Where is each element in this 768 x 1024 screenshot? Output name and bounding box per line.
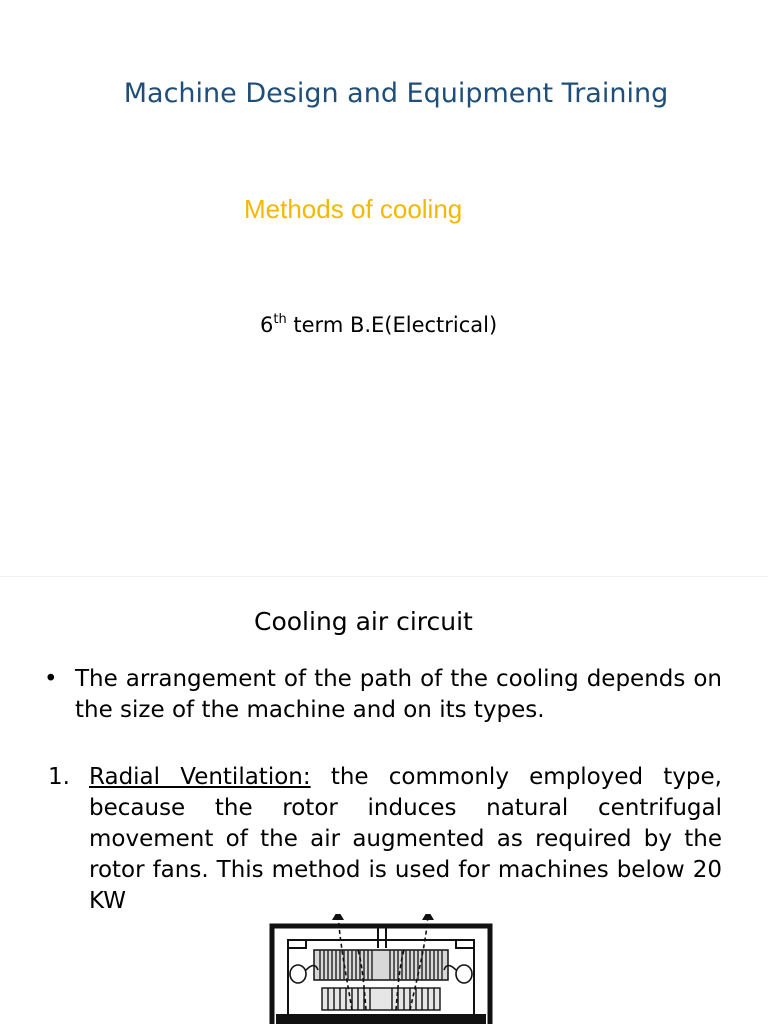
slide-cooling-air-circuit [0,576,768,1024]
presentation-title: Machine Design and Equipment Training [123,78,669,109]
item-text [89,762,722,917]
presentation-subtitle: Methods of cooling [244,194,463,224]
term-superscript: th [273,312,287,327]
term-number: 6 [260,313,274,337]
slide-heading: Cooling air circuit [254,607,473,636]
bullet-marker: • [44,666,58,692]
bullet-text: The arrangement of the path of the cooling depends on the size of the machine and on its types. [75,666,722,723]
numbered-item-1 [44,762,722,917]
stator-core [314,950,448,980]
shaft [276,1014,486,1024]
radial-ventilation-description: the commonly employed type, because the rotor induces natural centrifugal movement of the air augmented as required by the rotor fans. This method is used for machines below 20 KW [89,764,722,914]
arrow-heads [332,914,434,920]
radial-ventilation-term: Radial Ventilation: [89,764,311,790]
item-number: 1. [48,764,70,790]
term-description: term B.E(Electrical) [286,313,498,337]
rotor [322,988,440,1010]
course-term-line [260,313,497,337]
bullet-item [44,664,722,726]
radial-ventilation-diagram [266,914,496,1024]
